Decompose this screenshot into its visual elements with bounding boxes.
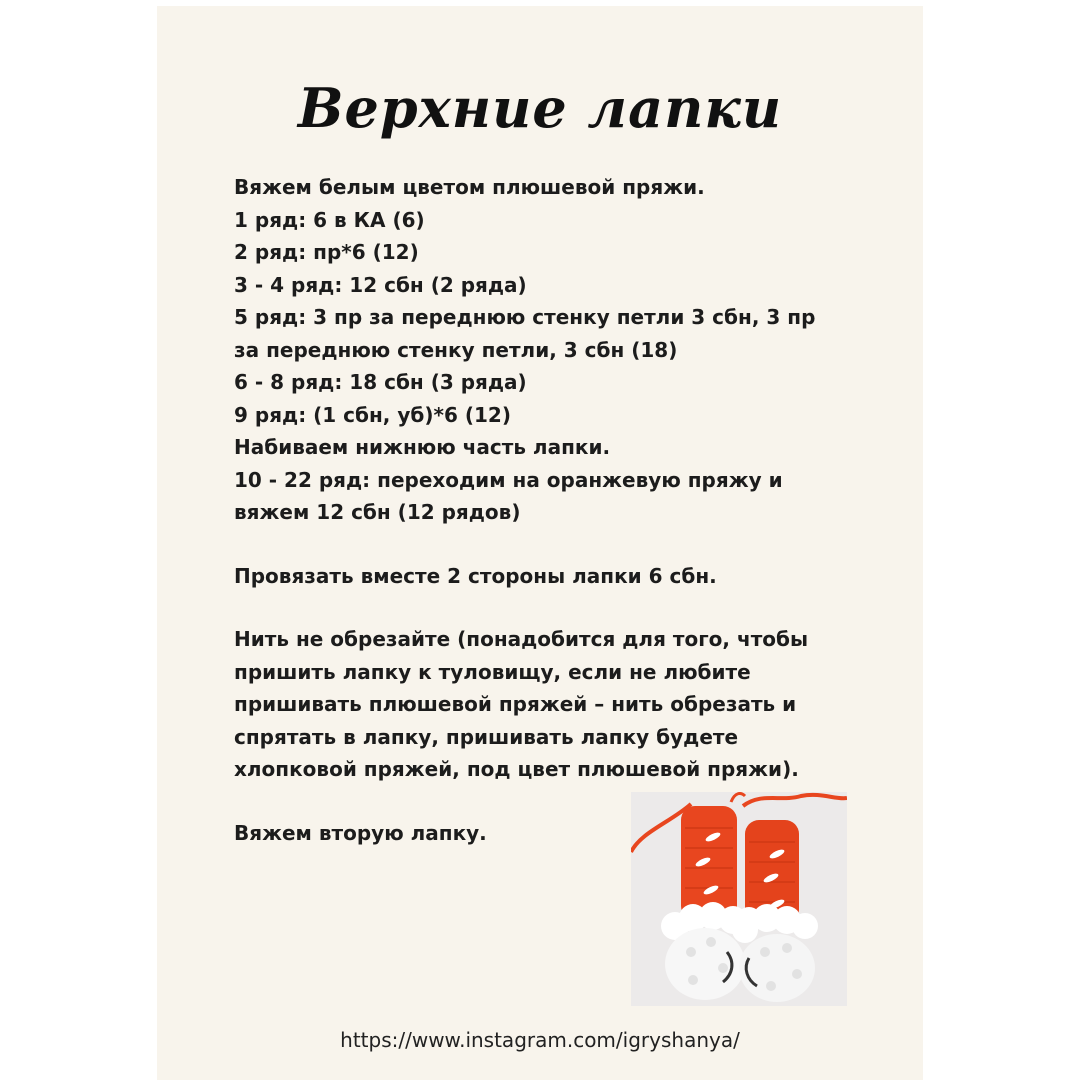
paws-photo [631, 792, 847, 1006]
crochet-paws-illustration [631, 792, 847, 1006]
instruction-line: 5 ряд: 3 пр за переднюю стенку петли 3 сбн, 3 пр [234, 305, 816, 329]
thread-note-line: пришить лапку к туловищу, если не любите [234, 659, 751, 684]
instruction-line: 3 - 4 ряд: 12 сбн (2 ряда) [234, 272, 527, 297]
recipe-card [157, 6, 923, 1080]
thread-note-line: Нить не обрезайте (понадобится для того, чтобы [234, 627, 809, 651]
instruction-line: 10 - 22 ряд: переходим на оранжевую пряжу и [234, 467, 783, 492]
source-link[interactable]: https://www.instagram.com/igryshanya/ [340, 1028, 740, 1052]
thread-note-line: хлопковой пряжей, под цвет плюшевой пряжи). [234, 757, 799, 781]
paragraph-gap [234, 592, 874, 623]
pattern-text [234, 171, 874, 849]
instruction-line: 1 ряд: 6 в КА (6) [234, 207, 425, 232]
instruction-line: Набиваем нижнюю часть лапки. [234, 435, 611, 459]
instruction-line: вяжем 12 сбн (12 рядов) [234, 500, 521, 524]
instruction-line: 6 - 8 ряд: 18 сбн (3 ряда) [234, 370, 527, 394]
thread-note-line: спрятать в лапку, пришивать лапку будете [234, 724, 739, 749]
join-note: Провязать вместе 2 стороны лапки 6 сбн. [234, 563, 717, 588]
page-title: Верхние лапки [297, 76, 783, 140]
thread-note-line: пришивать плюшевой пряжей – нить обрезать и [234, 692, 797, 716]
paragraph-gap [234, 529, 874, 560]
instruction-line: Вяжем белым цветом плюшевой пряжи. [234, 175, 705, 199]
instruction-line: 2 ряд: пр*6 (12) [234, 240, 419, 264]
instruction-line: за переднюю стенку петли, 3 сбн (18) [234, 337, 678, 362]
instruction-line: 9 ряд: (1 сбн, уб)*6 (12) [234, 402, 511, 427]
second-paw-note: Вяжем вторую лапку. [234, 820, 487, 845]
